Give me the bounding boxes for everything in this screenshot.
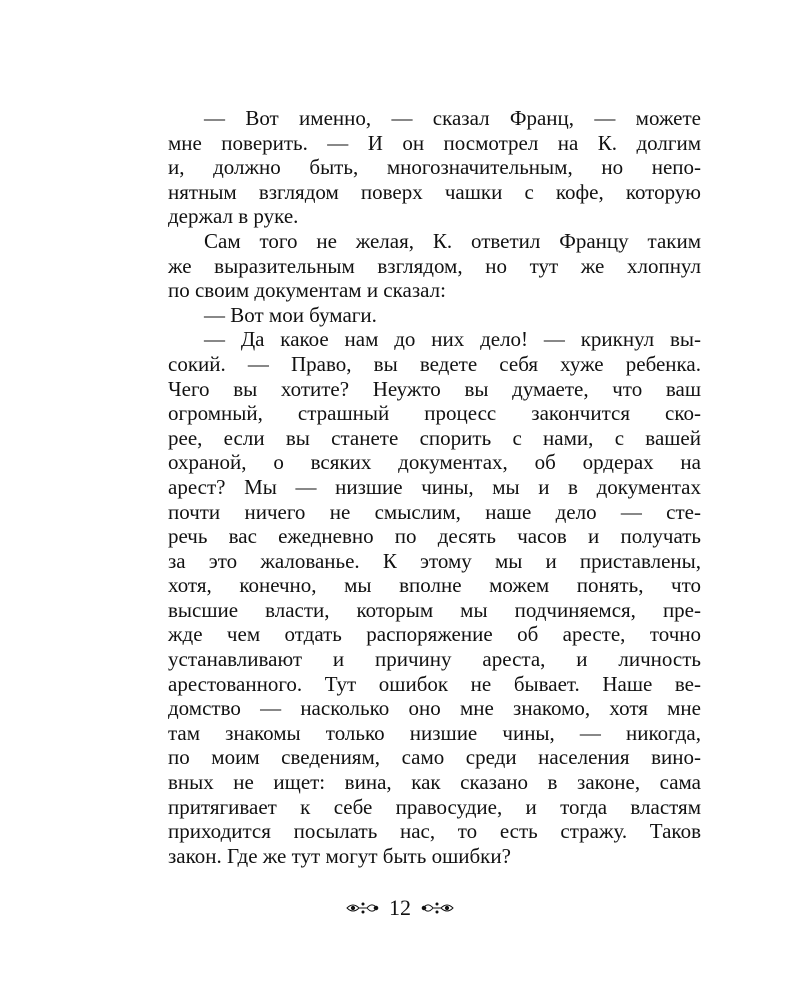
text-line: притягивает к себе правосудие, и тогда властям [168,794,701,819]
text-line: — Да какое нам до них дело! — крикнул вы- [204,327,701,352]
text-line: держал в руке. [168,204,299,229]
text-line: Чего вы хотите? Неужто вы думаете, что ваш [168,376,701,401]
text-line: арест? Мы — низшие чины, мы и в документах [168,474,701,499]
text-line: рее, если вы станете спорить с нами, с вашей [168,425,701,450]
text-line: домство — насколько оно мне знакомо, хотя мне [168,696,701,721]
text-line: — Вот мои бумаги. [204,302,377,327]
text-line: по моим сведениям, само среди населения вино- [168,745,701,770]
text-line: огромный, страшный процесс закончится ско- [168,401,701,426]
text-line: же выразительным взглядом, но тут же хлопнул [168,253,701,278]
page-footer [0,893,800,923]
text-line: устанавливают и причину ареста, и личность [168,647,701,672]
text-line: вных не ищет: вина, как сказано в законе, сама [168,770,701,795]
ornament-left-icon [345,900,379,916]
text-line: Сам того не желая, К. ответил Францу таким [204,228,701,253]
text-line: и, должно быть, многозначительным, но непо- [168,155,701,180]
text-line: там знакомы только низшие чины, — никогда, [168,720,701,745]
text-line: арестованного. Тут ошибок не бывает. Наше ве- [168,671,701,696]
text-line: мне поверить. — И он посмотрел на К. долгим [168,130,701,155]
page-number: 12 [389,895,411,920]
text-line: закон. Где же тут могут быть ошибки? [168,843,511,868]
text-line: хотя, конечно, мы вполне можем понять, что [168,573,701,598]
text-line: почти ничего не смыслим, наше дело — сте- [168,499,701,524]
text-line: — Вот именно, — сказал Франц, — можете [204,106,701,130]
text-line: приходится посылать нас, то есть стражу. Таков [168,819,701,844]
text-line: нятным взглядом поверх чашки с кофе, которую [168,179,701,204]
text-line: за это жалованье. К этому мы и приставлены, [168,548,701,573]
text-line: речь вас ежедневно по десять часов и получать [168,524,701,549]
text-line: по своим документам и сказал: [168,278,446,303]
text-line: жде чем отдать распоряжение об аресте, точно [168,622,701,647]
ornament-right-icon [421,900,455,916]
book-page-text [168,106,701,868]
text-line: сокий. — Право, вы ведете себя хуже ребенка. [168,351,701,376]
text-line: высшие власти, которым мы подчиняемся, пре- [168,597,701,622]
text-line: охраной, о всяких документах, об ордерах на [168,450,701,475]
